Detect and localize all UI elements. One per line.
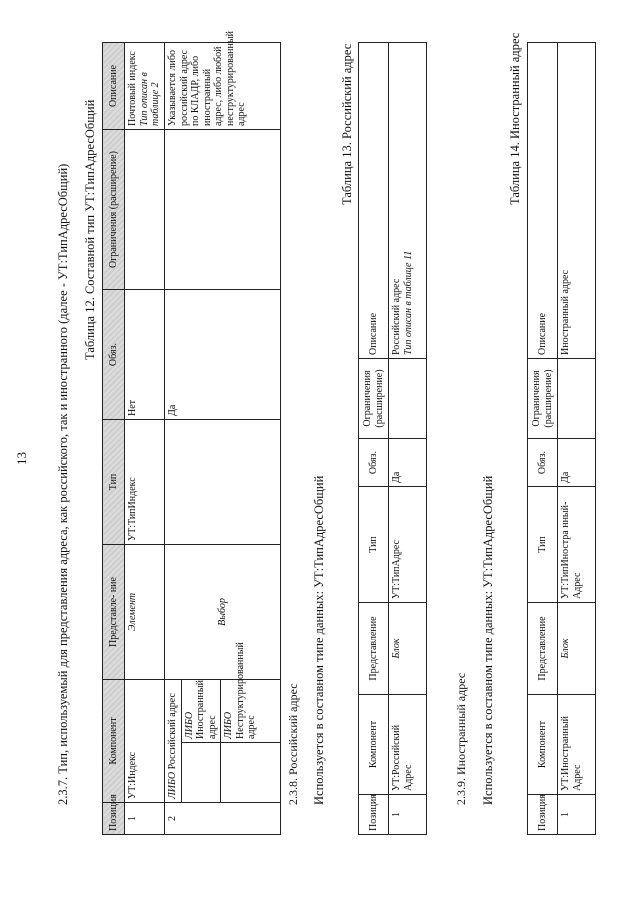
col-header-component: Компонент bbox=[528, 695, 558, 795]
cell-type: УТ:ТипАдрес bbox=[389, 487, 427, 603]
table-12-header-row bbox=[103, 43, 125, 835]
cell-representation: Элемент bbox=[125, 545, 165, 680]
table-13-caption: Таблица 13. Российский адрес bbox=[340, 43, 354, 205]
cell-component: УТ:Иностранный Адрес bbox=[558, 695, 596, 795]
section-238-used-in: Используется в составном типе данных: УТ:ТипАдресОбщий bbox=[312, 475, 326, 805]
col-header-component: Компонент bbox=[103, 680, 125, 803]
col-header-required: Обяз. bbox=[528, 439, 558, 487]
table-12 bbox=[102, 31, 281, 835]
choice-unstructured-address: Неструктурированный адрес bbox=[234, 642, 257, 739]
table-row bbox=[558, 43, 596, 835]
table-12-caption: Таблица 12. Составной тип УТ:ТипАдресОбщий bbox=[83, 99, 97, 360]
table-14-caption: Таблица 14. Иностранный адрес bbox=[508, 32, 522, 205]
section-237-heading: 2.3.7. Тип, используемый для представления адреса, как российского, так и иностранного (далее - УТ:ТипАдресОбщий) bbox=[56, 163, 70, 805]
col-header-restrictions: Ограничения (расширение) bbox=[528, 359, 558, 439]
cell-description: Иностранный адрес bbox=[558, 43, 596, 359]
col-header-type: Тип bbox=[359, 487, 389, 603]
table-14-header-row bbox=[528, 43, 558, 835]
page-number: 13 bbox=[14, 452, 29, 465]
choice-or-label: ЛИБО bbox=[183, 711, 195, 739]
table-row bbox=[389, 43, 427, 835]
col-header-required: Обяз. bbox=[103, 290, 125, 420]
choice-foreign-address: Иностранный адрес bbox=[195, 680, 218, 739]
cell-representation: Блок bbox=[389, 603, 427, 695]
table-row bbox=[165, 43, 182, 835]
cell-restrictions bbox=[558, 359, 596, 439]
cell-position: 1 bbox=[125, 803, 165, 835]
cell-required: Да bbox=[558, 439, 596, 487]
cell-component bbox=[165, 680, 182, 803]
col-header-representation: Представление bbox=[528, 603, 558, 695]
table-13-header-row bbox=[359, 43, 389, 835]
cell-component: УТ:Российский Адрес bbox=[389, 695, 427, 795]
cell-component bbox=[221, 642, 281, 743]
col-header-representation: Представление bbox=[359, 603, 389, 695]
cell-description: Указывается либо российский адрес по КЛАДР, либо иностранный адрес, либо любой неструктурированный адрес bbox=[165, 43, 281, 130]
col-header-restrictions: Ограничения (расширение) bbox=[359, 359, 389, 439]
col-header-description: Описание bbox=[103, 43, 125, 130]
col-header-type: Тип bbox=[528, 487, 558, 603]
table-13 bbox=[358, 42, 427, 835]
cell-spacer bbox=[221, 743, 281, 803]
col-header-position: Позиция bbox=[103, 803, 125, 835]
cell-type: УТ:ТипИностра нный- Адрес bbox=[558, 487, 596, 603]
cell-required: Да bbox=[389, 439, 427, 487]
cell-restrictions bbox=[125, 130, 165, 290]
choice-russian-address: Российский адрес bbox=[167, 693, 178, 770]
cell-component bbox=[181, 680, 221, 743]
cell-position: 2 bbox=[165, 803, 281, 835]
cell-description bbox=[125, 43, 165, 130]
section-239-used-in: Используется в составном типе данных: УТ:ТипАдресОбщий bbox=[481, 475, 495, 805]
section-238-heading: 2.3.8. Российский адрес bbox=[286, 683, 300, 805]
cell-representation: Блок bbox=[558, 603, 596, 695]
cell-component: УТ:Индекс bbox=[125, 680, 165, 803]
cell-restrictions bbox=[165, 130, 281, 290]
cell-type bbox=[165, 420, 281, 545]
col-header-description: Описание bbox=[359, 43, 389, 359]
description-note: Тип описан в таблице 11 bbox=[402, 250, 414, 355]
cell-required: Нет bbox=[125, 290, 165, 420]
cell-position: 1 bbox=[389, 795, 427, 835]
col-header-component: Компонент bbox=[359, 695, 389, 795]
col-header-representation: Представле- ние bbox=[103, 545, 125, 680]
cell-type: УТ:ТипИндекс bbox=[125, 420, 165, 545]
cell-restrictions bbox=[389, 359, 427, 439]
col-header-required: Обяз. bbox=[359, 439, 389, 487]
col-header-type: Тип bbox=[103, 420, 125, 545]
description-note: Тип описан в таблице 2 bbox=[138, 72, 161, 126]
col-header-position: Позиция bbox=[528, 795, 558, 835]
cell-required: Да bbox=[165, 290, 281, 420]
description-text: Российский адрес bbox=[391, 278, 402, 355]
table-14 bbox=[527, 42, 596, 835]
cell-spacer bbox=[181, 743, 221, 803]
col-header-description: Описание bbox=[528, 43, 558, 359]
cell-position: 1 bbox=[558, 795, 596, 835]
cell-description bbox=[389, 43, 427, 359]
col-header-position: Позиция bbox=[359, 795, 389, 835]
choice-or-label: ЛИБО bbox=[167, 771, 178, 799]
choice-or-label: ЛИБО bbox=[223, 711, 234, 739]
section-239-heading: 2.3.9. Иностранный адрес bbox=[454, 672, 468, 805]
table-row bbox=[125, 43, 165, 835]
description-text: Почтовый индекс bbox=[127, 51, 138, 126]
cell-representation: Выбор bbox=[165, 545, 281, 680]
col-header-restrictions: Ограничения (расширение) bbox=[103, 130, 125, 290]
